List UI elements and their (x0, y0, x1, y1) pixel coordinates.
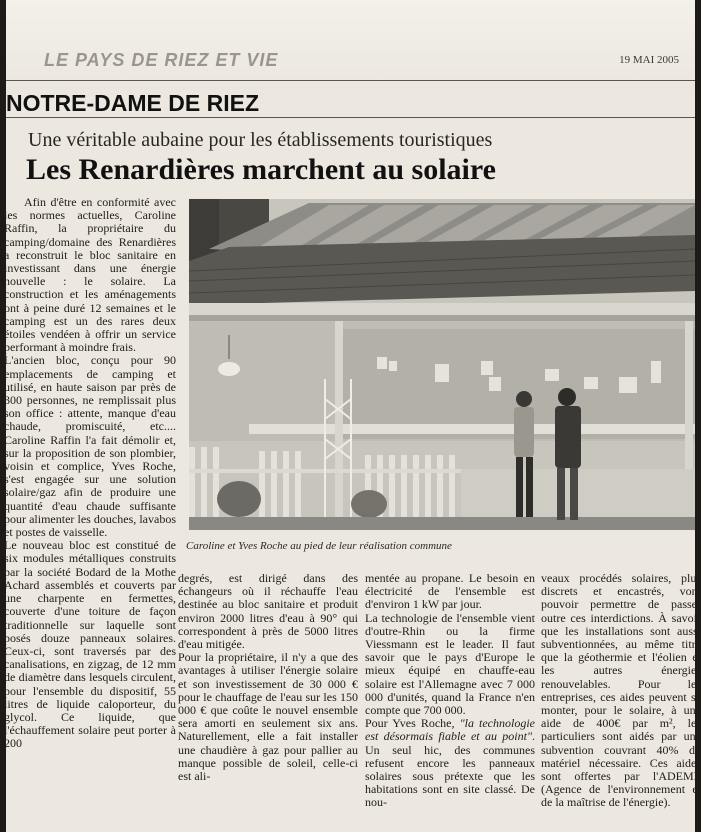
paragraph: Le nouveau bloc est constitué de six modules métalliques construits par la société Bodard de la Mothe Achard assemblés et couverts par une charpente en fermettes, couverte d'une toiture de façon traditionnelle sur laquelle sont posés douze panneaux solaires. Ceux-ci, sont traversés par des canalisations, en zigzag, de 12 mm de diamètre dans lesquels circulent, pour l'ensemble du dispositif, 55 litres de liquide caloporteur, du glycol. Ce liquide, que l'échauffement solaire peut porter à 200 (4, 538, 176, 751)
paragraph-text: . Un seul hic, des communes refusent encore les panneaux solaires sous prétexte que les habitations sont en site classé. De nou- (365, 729, 535, 810)
rubric-rule (6, 117, 695, 118)
article-headline: Les Renardières marchent au solaire (26, 153, 496, 186)
paragraph: La technologie de l'ensemble vient d'outre-Rhin ou la firme Viessmann est le leader. Il faut savoir que le pays d'Europe le mieux équipé en chauffe-eau solaire est l'Allemagne avec 7 000 000 d'unités, quand la France n'en compte que 700 000. (365, 610, 535, 718)
paragraph: degrés, est dirigé dans des échangeurs où il réchauffe l'eau destinée au bloc sanitaire et produit environ 2000 litres d'eau à 90° qui correspondent à près de 5000 litres d'eau mitigée. (178, 571, 358, 652)
paragraph: L'ancien bloc, conçu pour 90 emplacements de camping et utilisé, en haute saison par près de 300 personnes, ne remplissait plus son office : attente, manque d'eau chaude, promiscuité, etc.... Caroline Raffin l'a fait démolir et, sur la proposition de son plombier, voisin et complice, Yves Roche, s'est engagée sur une solution solaire/gaz afin de produire une quantité d'eau chaude suffisante pour alimenter les douches, lavabos et postes de vaisselle. (4, 353, 176, 540)
paper-header-area (6, 0, 695, 90)
paragraph: veaux procédés solaires, plus discrets et encastrés, vont pouvoir permettre de passer outre ces interdictions. À savoir que les installations sont aussi subventionnées, au même titre que la géothermie et l'éolien et les autres énergies renouvelables. Pour les entreprises, ces aides peuvent se monter, pour le solaire, à une aide de 400€ par m², les particuliers sont aidés par une subvention couvrant 40% du matériel nécessaire. Ces aides sont offertes par l'ADEME (Agence de l'environnement et de la maîtrise de l'énergie). (541, 571, 701, 810)
publication-date: 19 MAI 2005 (619, 54, 679, 66)
location-rubric: NOTRE-DAME DE RIEZ (6, 90, 259, 116)
article-column-2 (178, 572, 358, 783)
header-rule (6, 80, 695, 81)
photo-caption: Caroline et Yves Roche au pied de leur réalisation commune (186, 540, 452, 552)
paragraph: Afin d'être en conformité avec les normes actuelles, Caroline Raffin, la propriétaire du camping/domaine des Renardières a reconstruit le bloc sanitaire en investissant dans une énergie nouvelle : le solaire. La construction et les aménagements ont à peine duré 12 semaines et le camping est un des rares deux étoiles vendéen à offrir un service performant à moindre frais. (4, 195, 176, 355)
article-column-3 (365, 572, 535, 810)
article-column-4 (541, 572, 701, 810)
section-title: LE PAYS DE RIEZ ET VIE (44, 50, 279, 70)
paragraph-text: Pour Yves Roche, (365, 716, 460, 731)
paragraph (365, 717, 535, 809)
quote: "la technologie est désormais fiable et au point" (365, 716, 536, 744)
paragraph: mentée au propane. Le besoin en électricité de l'ensemble est d'environ 1 kW par jour. (365, 571, 535, 612)
newspaper-clipping (4, 0, 701, 832)
paragraph: Pour la propriétaire, il n'y a que des avantages à utiliser l'énergie solaire et son investissement de 30 000 € pour le chauffage de l'eau sur les 150 000 € que coûte le nouvel ensemble sera amorti en seulement six ans. Naturellement, elle a fait installer une chaudière à gaz pour pallier au manque possible de soleil, celle-ci est ali- (178, 650, 358, 784)
article-photo (189, 199, 695, 530)
sanitary-block-photo (189, 199, 695, 530)
article-column-1 (4, 196, 176, 832)
article-kicker: Une véritable aubaine pour les établissements touristiques (28, 129, 493, 151)
